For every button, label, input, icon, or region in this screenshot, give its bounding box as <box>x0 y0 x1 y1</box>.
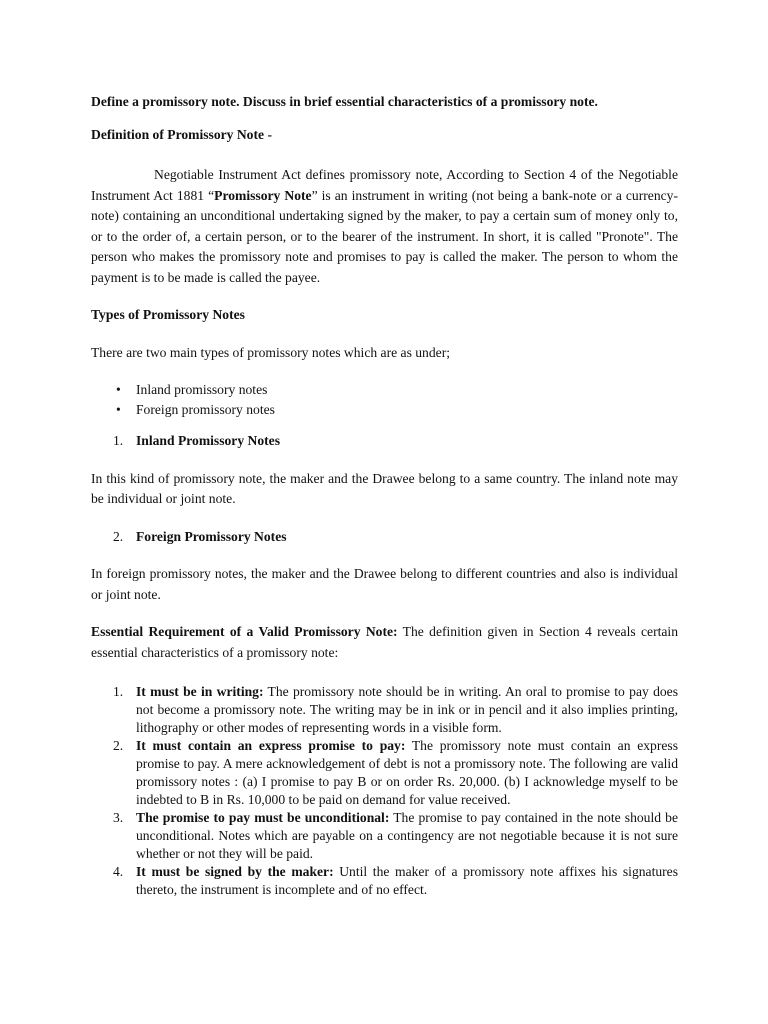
item-text: Until the maker of a promissory note affixes his signatures thereto, the instrument is incomplete and of no effect. <box>136 864 678 897</box>
list-item <box>91 400 678 420</box>
requirements-intro <box>91 622 678 663</box>
item-number: 4. <box>113 864 124 879</box>
inland-paragraph: In this kind of promissory note, the maker and the Drawee belong to a same country. The inland note may be individual or joint note. <box>91 470 678 506</box>
item-number: 2. <box>113 738 124 753</box>
item-title: It must be signed by the maker: <box>136 864 334 879</box>
list-item <box>91 737 678 809</box>
definition-heading: Definition of Promissory Note - <box>91 126 272 142</box>
list-item <box>91 380 678 400</box>
list-item <box>91 683 678 737</box>
bullet-icon: • <box>116 382 121 397</box>
definition-term: Promissory Note <box>214 187 312 203</box>
types-list <box>91 380 678 419</box>
definition-paragraph <box>91 165 678 288</box>
requirements-list <box>91 683 678 899</box>
types-heading: Types of Promissory Notes <box>91 307 245 322</box>
list-item <box>91 863 678 899</box>
inland-heading <box>91 431 678 452</box>
requirements-heading: Essential Requirement of a Valid Promissory Note: <box>91 624 398 639</box>
item-title: It must contain an express promise to pay: <box>136 738 406 753</box>
foreign-paragraph: In foreign promissory notes, the maker and the Drawee belong to different countries and also is individual or joint note. <box>91 566 678 602</box>
item-text: The promissory note should be in writing. An oral to promise to pay does not become a promissory note. The writing may be in ink or in pencil and it also implies printing, lithography or other modes of representing words in a visible form. <box>136 684 678 735</box>
section-title: Inland Promissory Notes <box>136 433 281 448</box>
section-title: Foreign Promissory Notes <box>136 528 287 544</box>
item-text: The promise to pay contained in the note should be unconditional. Notes which are payable on a contingency are not negotiable because it is not sure whether or not they will be paid. <box>136 810 678 861</box>
bullet-icon: • <box>116 401 121 417</box>
item-number: 3. <box>113 810 124 825</box>
types-intro: There are two main types of promissory notes which are as under; <box>91 344 450 360</box>
question-heading: Define a promissory note. Discuss in brief essential characteristics of a promissory note. <box>91 94 598 109</box>
list-item-text: Inland promissory notes <box>136 382 268 397</box>
item-title: The promise to pay must be unconditional: <box>136 810 390 825</box>
list-item <box>91 809 678 863</box>
section-number: 1. <box>113 433 124 448</box>
foreign-heading <box>91 527 678 548</box>
list-item-text: Foreign promissory notes <box>136 401 275 417</box>
item-text: The promissory note must contain an express promise to pay. A mere acknowledgement of debt is not a promissory note. The following are valid promissory notes : (a) I promise to pay B or on order Rs. 20,000. (b) I acknowledge myself to be indebted to B in Rs. 10,000 to be paid on demand for value received. <box>136 738 678 807</box>
definition-text-after: ” is an instrument in writing (not being a bank-note or a currency-note) containing an unconditional undertaking signed by the maker, to pay a certain sum of money only to, or to the order of, a certain person, or to the bearer of the instrument. In short, it is called "Pronote". The person who makes the promissory note and promises to pay is called the maker. The person to whom the payment is to be made is called the payee. <box>91 187 678 285</box>
item-number: 1. <box>113 684 124 699</box>
definition-text-before: Negotiable Instrument Act defines promissory note, According to Section 4 of the Negotiable Instrument Act 1881 “ <box>91 167 678 203</box>
item-title: It must be in writing: <box>136 684 264 699</box>
section-number: 2. <box>113 528 124 544</box>
requirements-intro-text: The definition given in Section 4 reveals certain essential characteristics of a promissory note: <box>91 624 678 660</box>
document-body <box>91 92 678 899</box>
